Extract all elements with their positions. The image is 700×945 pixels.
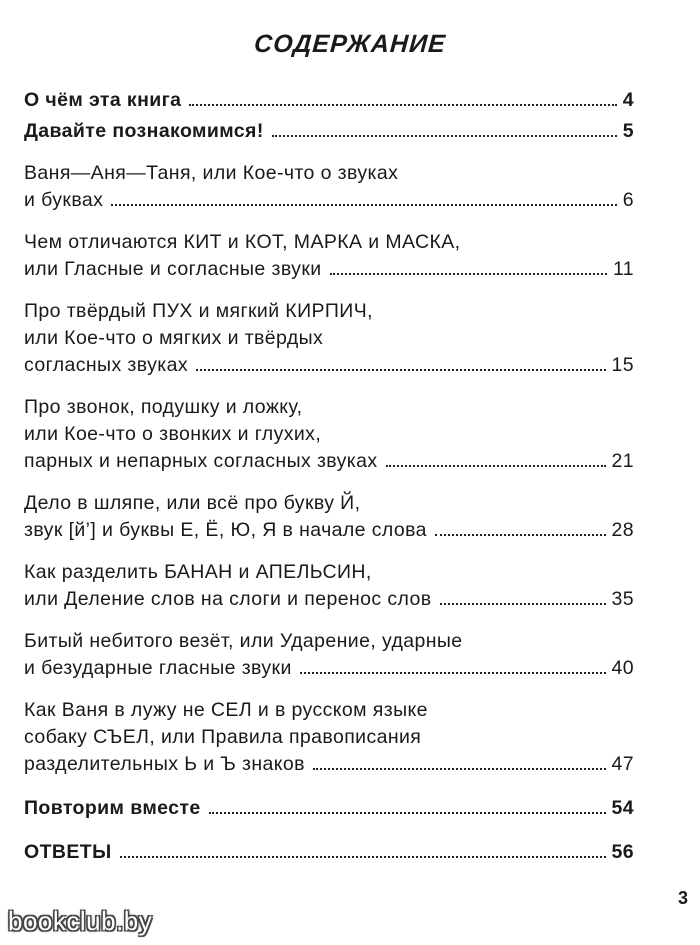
toc-page-number: 54 (611, 797, 634, 819)
toc-entry-line: или Кое-что о звонких и глухих, (24, 423, 322, 445)
toc-entry-title: разделительных Ь и Ъ знаков (24, 753, 305, 775)
toc-entry-title: парных и непарных согласных звуках (24, 450, 378, 472)
toc-entry (24, 697, 634, 778)
toc-page-number: 56 (611, 841, 634, 863)
page-title: СОДЕРЖАНИЕ (253, 30, 447, 58)
toc-entry-line: Ваня—Аня—Таня, или Кое-что о звуках (24, 162, 399, 184)
toc-entry (24, 229, 634, 283)
dot-leader (120, 856, 606, 858)
dot-leader (330, 273, 607, 275)
dot-leader (386, 465, 606, 467)
toc-entry (24, 628, 634, 682)
toc-page-number: 35 (611, 588, 634, 610)
toc-entry-line: собаку СЪЕЛ, или Правила правописания (24, 726, 422, 748)
dot-leader (111, 204, 616, 206)
toc-page-number: 28 (611, 519, 634, 541)
toc-page-number: 15 (611, 354, 634, 376)
toc-page-number: 4 (622, 89, 634, 111)
dot-leader (300, 672, 606, 674)
toc-entry-title: О чём эта книга (24, 89, 182, 111)
toc-entry (24, 118, 634, 145)
dot-leader (189, 104, 616, 106)
toc-entry-title: или Гласные и согласные звуки (24, 258, 322, 280)
toc-entry (24, 839, 634, 866)
toc-entry-title: звук [й’] и буквы Е, Ё, Ю, Я в начале слова (24, 519, 427, 541)
table-of-contents (24, 87, 634, 866)
toc-entry (24, 559, 634, 613)
toc-page-number: 47 (611, 753, 634, 775)
toc-entry (24, 160, 634, 214)
toc-page-number: 21 (611, 450, 634, 472)
toc-entry-title: Повторим вместе (24, 797, 201, 819)
toc-page-number: 5 (622, 120, 634, 142)
toc-entry-line: Чем отличаются КИТ и КОТ, МАРКА и МАСКА, (24, 231, 461, 253)
dot-leader (272, 135, 617, 137)
dot-leader (209, 812, 606, 814)
toc-entry-title: согласных звуках (24, 354, 188, 376)
toc-entry (24, 394, 634, 475)
toc-entry-line: Про твёрдый ПУХ и мягкий КИРПИЧ, (24, 300, 373, 322)
toc-page-number: 6 (622, 189, 634, 211)
dot-leader (435, 534, 606, 536)
dot-leader (196, 369, 606, 371)
toc-page-number: 11 (612, 258, 634, 280)
dot-leader (313, 768, 606, 770)
toc-entry-line: или Кое-что о мягких и твёрдых (24, 327, 324, 349)
page-number: 3 (677, 888, 688, 908)
toc-entry-title: Давайте познакомимся! (24, 120, 264, 142)
toc-entry (24, 87, 634, 114)
watermark: bookclub.by (8, 906, 153, 936)
toc-entry-line: Битый небитого везёт, или Ударение, ударные (24, 630, 463, 652)
toc-entry (24, 795, 634, 822)
toc-entry-line: Дело в шляпе, или всё про букву Й, (24, 492, 361, 514)
toc-entry-title: и буквах (24, 189, 104, 211)
toc-page-number: 40 (611, 657, 634, 679)
toc-entry-title: ОТВЕТЫ (24, 841, 112, 863)
toc-entry-line: Как разделить БАНАН и АПЕЛЬСИН, (24, 561, 372, 583)
toc-entry (24, 298, 634, 379)
toc-entry-title: и безударные гласные звуки (24, 657, 292, 679)
toc-entry (24, 490, 634, 544)
toc-entry-line: Как Ваня в лужу не СЕЛ и в русском языке (24, 699, 428, 721)
toc-entry-title: или Деление слов на слоги и перенос слов (24, 588, 432, 610)
dot-leader (440, 603, 606, 605)
toc-entry-line: Про звонок, подушку и ложку, (24, 396, 303, 418)
